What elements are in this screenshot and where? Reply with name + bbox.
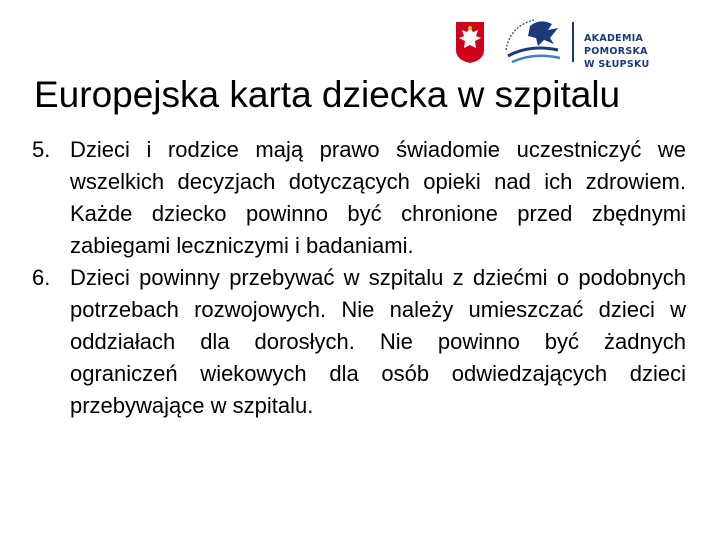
list-item-text: Dzieci i rodzice mają prawo świadomie uczestniczyć we wszelkich decyzjach dotyczących opieki nad ich zdrowiem. Każde dziecko powinno być chronione przed zbędnymi zabiegami leczniczymi i badaniami. (70, 137, 686, 258)
list-item-number: 6. (32, 265, 51, 290)
list-item (32, 262, 686, 422)
university-name-line2: W SŁUPSKU (584, 59, 650, 70)
slide-title: Europejska karta dziecka w szpitalu (34, 74, 621, 115)
logo-divider (572, 22, 574, 62)
polish-eagle-emblem-icon (454, 20, 486, 64)
list-item-text: Dzieci powinny przebywać w szpitalu z dziećmi o podobnych potrzebach rozwojowych. Nie należy umieszczać dzieci w oddziałach dla dorosłych. Nie powinno być żadnych ograniczeń wiekowych dla osób odwiedzających dzieci przebywające w szpitalu. (70, 265, 686, 418)
university-name (584, 32, 710, 71)
slide-content (32, 134, 686, 422)
university-name-line1: AKADEMIA POMORSKA (584, 33, 648, 57)
list-item-number: 5. (32, 137, 51, 162)
header-logos (448, 14, 710, 72)
list-item (32, 134, 686, 262)
